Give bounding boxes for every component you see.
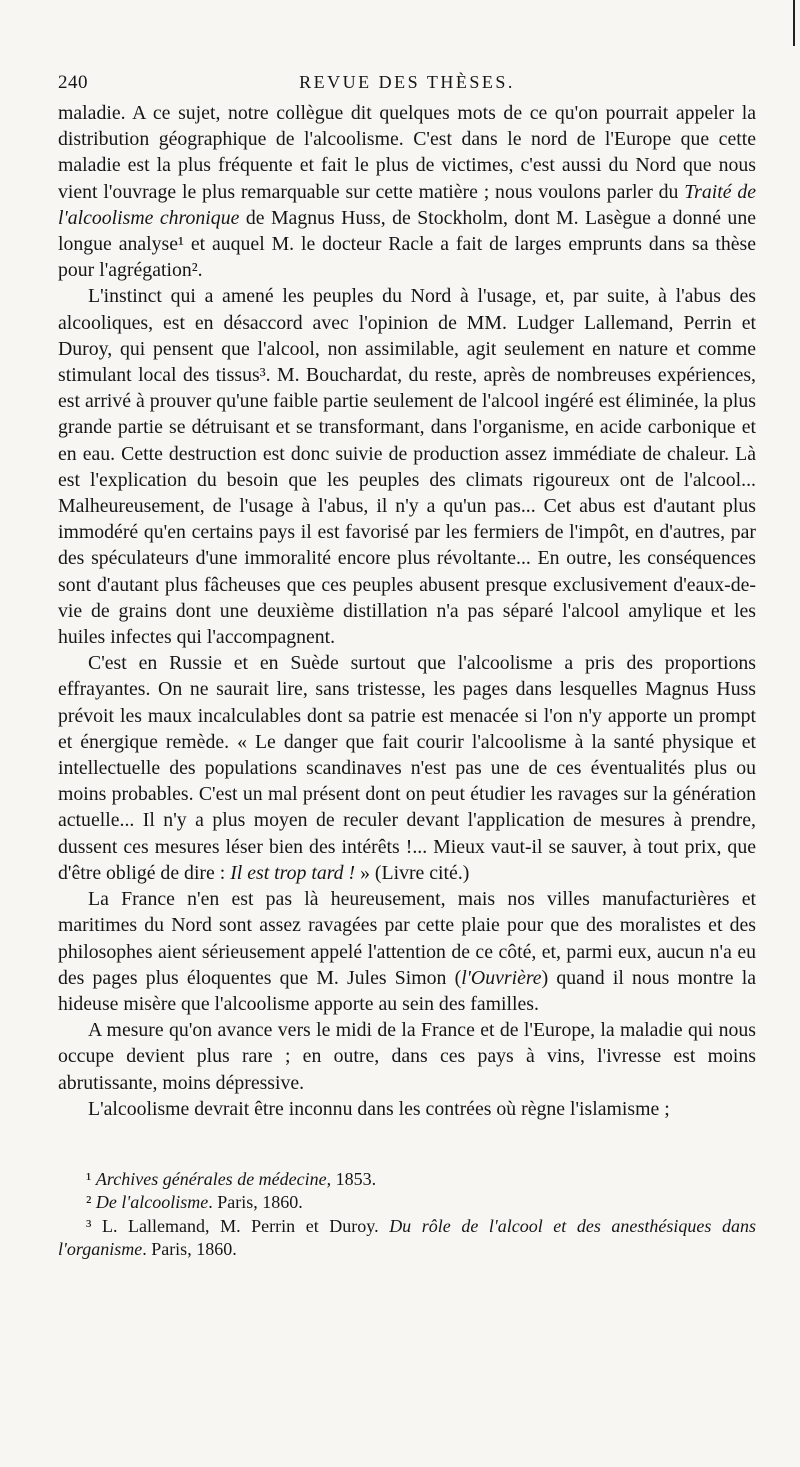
page-number: 240 bbox=[58, 72, 88, 93]
footnote-3 bbox=[58, 1215, 756, 1262]
work-title-ouvriere: l'Ouvrière bbox=[461, 966, 542, 989]
footnote-1-rest: , 1853. bbox=[326, 1168, 377, 1189]
footnote-2 bbox=[58, 1191, 756, 1215]
body-text bbox=[58, 100, 756, 1122]
paragraph-3-text-b: » (Livre cité.) bbox=[355, 861, 470, 884]
paragraph-4 bbox=[58, 886, 756, 1017]
paragraph-1-text-b: de Magnus Huss, de Stockholm, dont M. Lasègue a donné une longue analyse¹ et auquel M. le docteur Racle a fait de larges emprunts dans sa thèse pour l'agrégation². bbox=[58, 206, 756, 282]
footnote-1-title: Archives générales de médecine bbox=[95, 1168, 327, 1189]
footnote-1 bbox=[58, 1168, 756, 1192]
footnote-3-mark: ³ bbox=[86, 1215, 92, 1236]
quote-italic: Il est trop tard ! bbox=[230, 861, 356, 884]
book-title-traite: Traité de l'alcoolisme chronique bbox=[58, 180, 756, 229]
paragraph-2: L'instinct qui a amené les peuples du Nord à l'usage, et, par suite, à l'abus des alcooliques, est en désaccord avec l'opinion de MM. Ludger Lallemand, Perrin et Duroy, qui pensent que l'alcool, non assimilable, agit seulement en nature et comme stimulant local des tissus³. M. Bouchardat, du reste, après de nombreuses expériences, est arrivé à prouver qu'une faible partie seulement de l'alcool ingéré est éliminée, la plus grande partie se détruisant et se transformant, dans l'organisme, en acide carbonique et en eau. Cette destruction est donc suivie de production assez immédiate de chaleur. Là est l'explication du besoin que les peuples des climats rigoureux ont de l'alcool... Malheureusement, de l'usage à l'abus, il n'y a qu'un pas... Cet abus est d'autant plus immodéré qu'en certains pays il est favorisé par les fermiers de l'impôt, en d'autres, par des spéculateurs d'une immoralité encore plus révoltante... En outre, les conséquences sont d'autant plus fâcheuses que ces peuples abusent presque exclusivement d'eaux-de-vie de grains dont une deuxième distillation n'a pas séparé l'alcool amylique et les huiles infectes qui l'accompagnent. bbox=[58, 285, 756, 649]
paragraph-6: L'alcoolisme devrait être inconnu dans les contrées où règne l'islamisme ; bbox=[88, 1097, 670, 1120]
paragraph-4-text-b: ) quand il nous montre la hideuse misère que l'alcoolisme apporte au sein des familles. bbox=[58, 966, 756, 1015]
footnotes bbox=[58, 1168, 756, 1262]
paragraph-3-text-a: C'est en Russie et en Suède surtout que l'alcoolisme a pris des proportions effrayantes. On ne saurait lire, sans tristesse, les pages dans lesquelles Magnus Huss prévoit les maux incalculables dont sa patrie est menacée si l'on n'y apporte un prompt et énergique remède. « Le danger que fait courir l'alcoolisme à la santé physique et intellectuelle des populations scandinaves n'est pas une de ces éventualités plus ou moins probables. C'est un mal présent dont on peut étudier les ravages sur la génération actuelle... Il n'y a plus moyen de reculer devant l'application de mesures à prendre, dussent ces mesures léser bien des intérêts !... Mieux vaut-il se sauver, à tout prix, que d'être obligé de dire : bbox=[58, 652, 756, 884]
footnote-1-mark: ¹ bbox=[86, 1168, 92, 1189]
paragraph-4-text-a: La France n'en est pas là heureusement, mais nos villes manufacturières et maritimes du Nord sont assez ravagées par cette plaie pour que des moralistes et des philosophes aient sérieusement appelé l'attention de ce côté, et, parmi eux, aucun n'a eu des pages plus éloquentes que M. Jules Simon ( bbox=[58, 888, 756, 989]
paragraph-3 bbox=[58, 650, 756, 886]
paragraph-5: A mesure qu'on avance vers le midi de la France et de l'Europe, la maladie qui nous occupe devient plus rare ; en outre, dans ces pays à vins, l'ivresse est moins abrutissante, moins dépressive. bbox=[58, 1019, 756, 1094]
footnote-2-title: De l'alcoolisme bbox=[95, 1192, 209, 1213]
running-title: REVUE DES THÈSES. bbox=[299, 72, 515, 92]
page-header bbox=[58, 0, 756, 100]
paragraph-1-text-a: maladie. A ce sujet, notre collègue dit quelques mots de ce qu'on pourrait appeler la distribution géographique de l'alcoolisme. C'est dans le nord de l'Europe que cette maladie est la plus fréquente et fait le plus de victimes, c'est aussi du Nord que nous vient l'ouvrage le plus remarquable sur cette matière ; nous voulons parler du bbox=[58, 102, 756, 203]
page-edge-line bbox=[793, 0, 795, 46]
footnote-3-rest: . Paris, 1860. bbox=[142, 1239, 237, 1260]
footnote-2-rest: . Paris, 1860. bbox=[208, 1192, 303, 1213]
footnote-2-mark: ² bbox=[86, 1192, 92, 1213]
paragraph-1 bbox=[58, 100, 756, 283]
footnote-3-authors: L. Lallemand, M. Perrin et Duroy. bbox=[91, 1215, 390, 1236]
footnote-3-title: Du rôle de l'alcool et des anesthésiques dans l'organisme bbox=[58, 1215, 756, 1260]
